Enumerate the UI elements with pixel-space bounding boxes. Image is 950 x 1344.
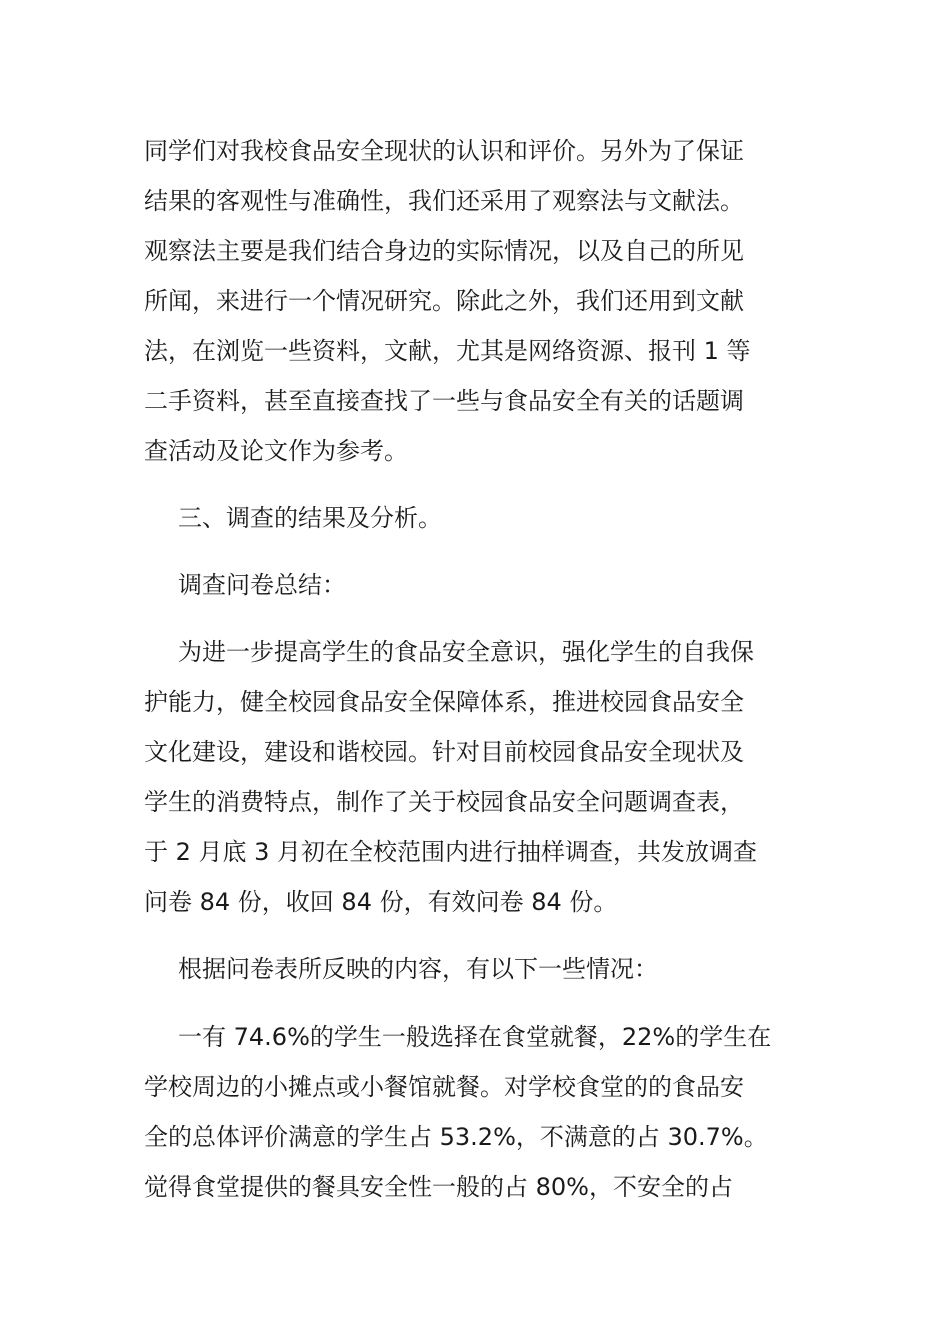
subheading: 调查问卷总结： <box>178 571 346 599</box>
section-heading: 三、调查的结果及分析。 <box>178 504 442 532</box>
text-line: 所闻，来进行一个情况研究。除此之外，我们还用到文献 <box>144 287 744 315</box>
text-line: 觉得食堂提供的餐具安全性一般的占 80%，不安全的占 <box>144 1173 733 1201</box>
text-line: 于 2 月底 3 月初在全校范围内进行抽样调查，共发放调查 <box>144 838 758 866</box>
subheading-survey-summary <box>144 560 824 610</box>
section-heading-results <box>144 493 824 543</box>
paragraph-methods <box>144 126 824 476</box>
text-line: 结果的客观性与准确性，我们还采用了观察法与文献法。 <box>144 187 744 215</box>
text-line: 查活动及论文作为参考。 <box>144 437 408 465</box>
text-line: 根据问卷表所反映的内容，有以下一些情况： <box>178 955 658 983</box>
text-line: 二手资料，甚至直接查找了一些与食品安全有关的话题调 <box>144 387 744 415</box>
text-line: 观察法主要是我们结合身边的实际情况，以及自己的所见 <box>144 237 744 265</box>
text-line: 全的总体评价满意的学生占 53.2%，不满意的占 30.7%。 <box>144 1123 768 1151</box>
text-line: 一有 74.6%的学生一般选择在食堂就餐，22%的学生在 <box>178 1023 772 1051</box>
paragraph-findings-lead <box>144 944 824 994</box>
text-line: 学校周边的小摊点或小餐馆就餐。对学校食堂的的食品安 <box>144 1073 744 1101</box>
paragraph-findings <box>144 1012 824 1212</box>
text-line: 法，在浏览一些资料，文献，尤其是网络资源、报刊 1 等 <box>144 337 751 365</box>
text-line: 文化建设，建设和谐校园。针对目前校园食品安全现状及 <box>144 738 744 766</box>
text-line: 问卷 84 份，收回 84 份，有效问卷 84 份。 <box>144 888 618 916</box>
paragraph-survey-intro <box>144 627 824 927</box>
text-line: 为进一步提高学生的食品安全意识，强化学生的自我保 <box>178 638 754 666</box>
text-line: 学生的消费特点，制作了关于校园食品安全问题调查表， <box>144 788 744 816</box>
text-line: 同学们对我校食品安全现状的认识和评价。另外为了保证 <box>144 137 744 165</box>
text-line: 护能力，健全校园食品安全保障体系，推进校园食品安全 <box>144 688 744 716</box>
